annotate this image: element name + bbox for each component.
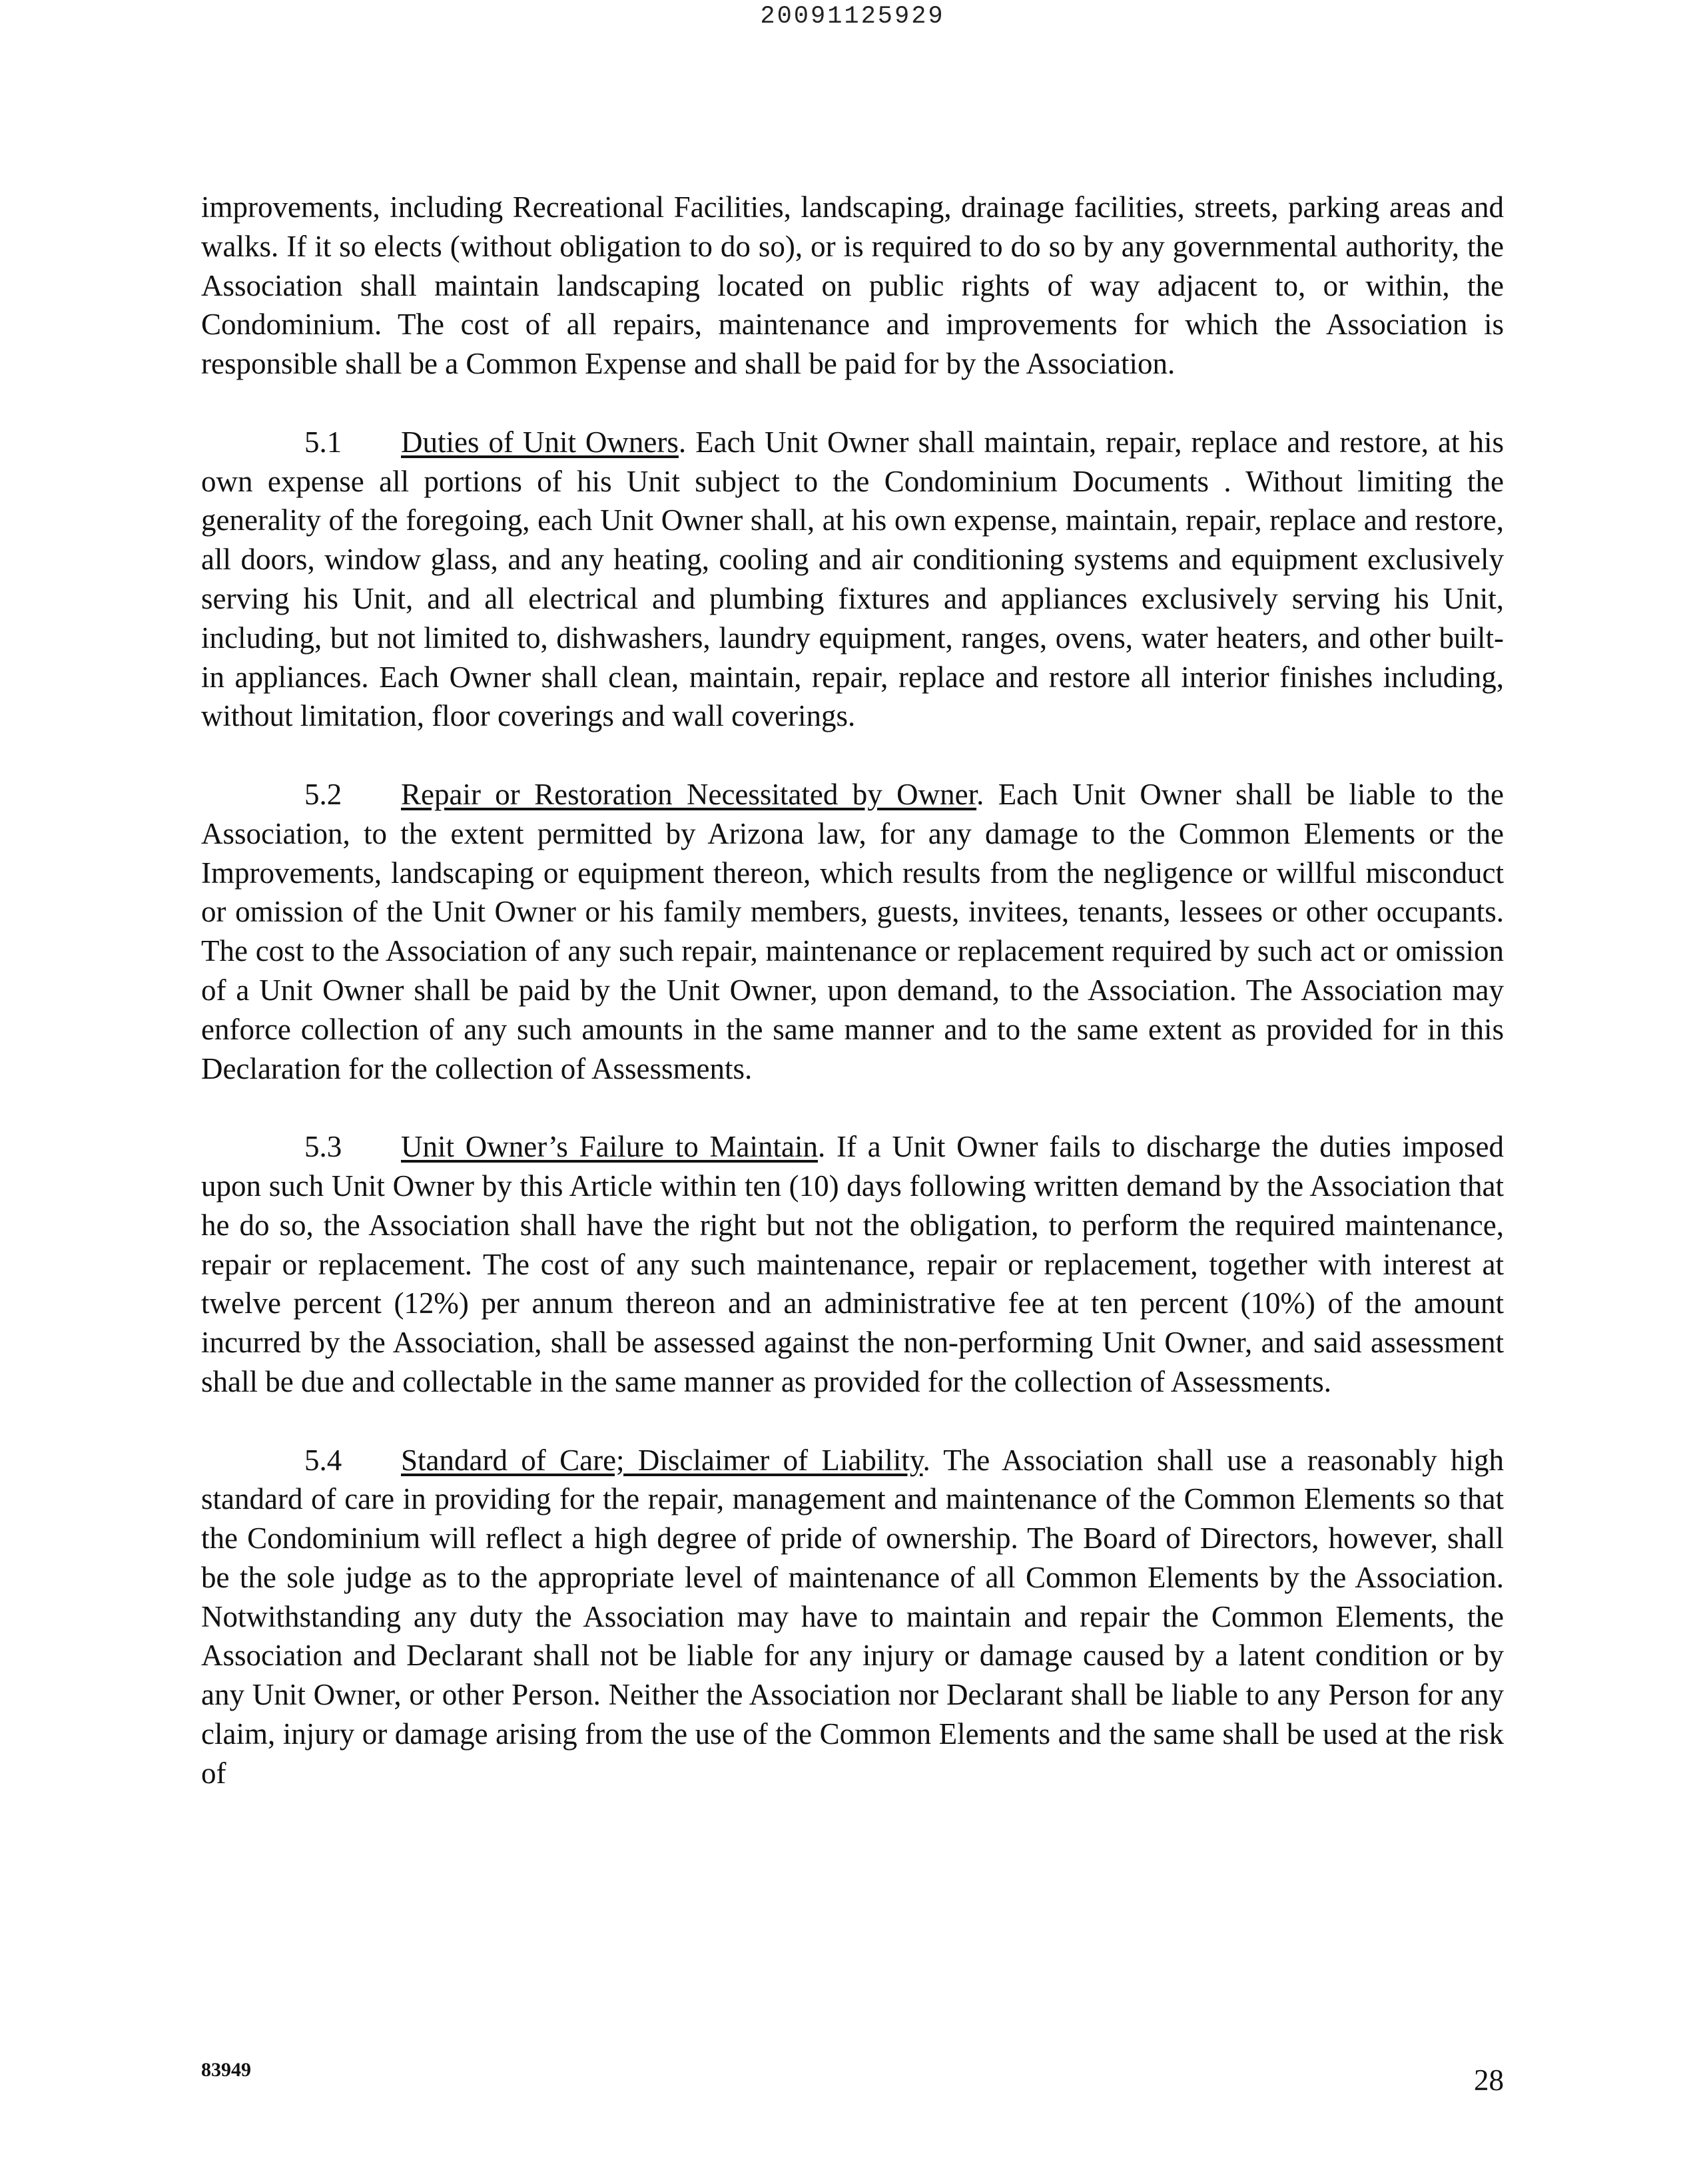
section-heading: Standard of Care; Disclaimer of Liability [401, 1443, 923, 1477]
intro-paragraph: improvements, including Recreational Facilities, landscaping, drainage facilities, streets, parking areas and walks. If it so elects (without obligation to do so), or is required to do so by any governmental authority, the Association shall maintain landscaping located on public rights of way adjacent to, or within, the Condominium. The cost of all repairs, maintenance and improvements for which the Association is responsible shall be a Common Expense and shall be paid for by the Association. [201, 190, 1504, 381]
section-body: . The Association shall use a reasonably high standard of care in providing for the repair, management and maintenance of the Common Elements so that the Condominium will reflect a high degree of pride of ownership. The Board of Directors, however, shall be the sole judge as to the appropriate level of maintenance of all Common Elements by the Association. Notwithstanding any duty the Association may have to maintain and repair the Common Elements, the Association and Declarant shall not be liable for any injury or damage caused by a latent condition or by any Unit Owner, or other Person. Neither the Association nor Declarant shall be liable to any Person for any claim, injury or damage arising from the use of the Common Elements and the same shall be used at the risk of [201, 1443, 1505, 1790]
page-number: 28 [1474, 2063, 1504, 2097]
section-number: 5.3 [304, 1130, 342, 1164]
section-5-3 [201, 1127, 1504, 1402]
footer-document-id: 83949 [201, 2059, 251, 2081]
section-number: 5.1 [304, 425, 342, 459]
section-number: 5.2 [304, 777, 342, 811]
document-body [201, 188, 1504, 1832]
section-number: 5.4 [304, 1443, 342, 1477]
section-body: . Each Unit Owner shall maintain, repair, replace and restore, at his own expense all portions of his Unit subject to the Condominium Documents . Without limiting the generality of the foregoing, each Unit Owner shall, at his own expense, maintain, repair, replace and restore, all doors, window glass, and any heating, cooling and air conditioning systems and equipment exclusively serving his Unit, and all electrical and plumbing fixtures and appliances exclusively serving his Unit, including, but not limited to, dishwashers, laundry equipment, ranges, ovens, water heaters, and other built-in appliances. Each Owner shall clean, maintain, repair, replace and restore all interior finishes including, without limitation, floor coverings and wall coverings. [201, 425, 1504, 733]
section-heading: Repair or Restoration Necessitated by Owner [401, 777, 977, 811]
section-body: . Each Unit Owner shall be liable to the Association, to the extent permitted by Arizona law, for any damage to the Common Elements or the Improvements, landscaping or equipment thereon, which results from the negligence or willful misconduct or omission of the Unit Owner or his family members, guests, invitees, tenants, lessees or other occupants. The cost to the Association of any such repair, maintenance or replacement required by such act or omission of a Unit Owner shall be paid by the Unit Owner, upon demand, to the Association. The Association may enforce collection of any such amounts in the same manner and to the same extent as provided for in this Declaration for the collection of Assessments. [201, 777, 1504, 1085]
section-body: . If a Unit Owner fails to discharge the duties imposed upon such Unit Owner by this Article within ten (10) days following written demand by the Association that he do so, the Association shall have the right but not the obligation, to perform the required maintenance, repair or replacement. The cost of any such maintenance, repair or replacement, together with interest at twelve percent (12%) per annum thereon and an administrative fee at ten percent (10%) of the amount incurred by the Association, shall be assessed against the non-performing Unit Owner, and said assessment shall be due and collectable in the same manner as provided for the collection of Assessments. [201, 1130, 1504, 1398]
recording-number: 20091125929 [760, 3, 945, 31]
section-heading: Duties of Unit Owners [401, 425, 679, 459]
section-5-1 [201, 423, 1504, 736]
section-5-4 [201, 1441, 1504, 1793]
section-5-2 [201, 775, 1504, 1088]
section-heading: Unit Owner’s Failure to Maintain [401, 1130, 818, 1164]
